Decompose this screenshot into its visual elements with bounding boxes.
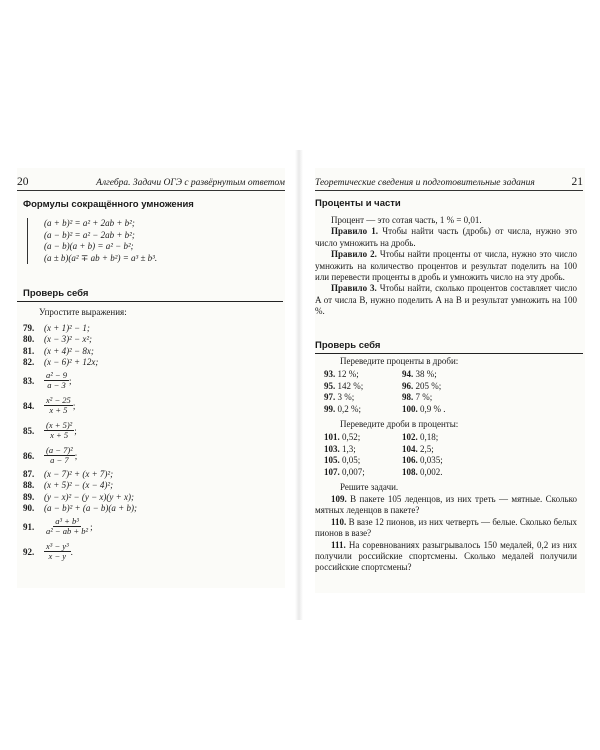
exercise-item — [402, 392, 492, 404]
exercise-value: 1,3; — [342, 443, 356, 454]
exercise-number: 97. — [324, 392, 336, 402]
running-title-left: Алгебра. Задачи ОГЭ с развёрнутым ответом — [96, 178, 285, 188]
exercise-item — [23, 357, 273, 369]
word-problems — [315, 494, 577, 574]
check-heading-text: Проверь себя — [23, 288, 89, 299]
exercise-item — [402, 432, 492, 444]
exercise-value: 7 %; — [415, 392, 433, 402]
problem-number: 110. — [331, 516, 347, 527]
exercise-number: 103. — [324, 443, 340, 454]
exercise-value: 0,52; — [342, 432, 361, 442]
exercise-number: 86. — [23, 450, 35, 461]
problem-text: На соревнованиях разыгрывалось 150 медалей, 0,2 из них получили российские спортсмены. Сколько медалей получили российские спортсмены? — [315, 539, 578, 573]
exercise-number: 100. — [402, 403, 418, 414]
instruction-to-percent: Переведите дроби в проценты: — [340, 419, 459, 429]
exercise-number: 96. — [402, 380, 414, 391]
rule-text: Чтобы найти, сколько процентов составляет число A от числа B, нужно поделить A на B и результат умножить на 100 %. — [315, 283, 578, 317]
exercise-number: 85. — [23, 425, 35, 436]
punct: . — [70, 546, 73, 557]
exercise-number: 105. — [324, 455, 340, 465]
exercise-number: 95. — [324, 380, 336, 391]
numerator: (x + 5)² — [46, 420, 73, 430]
problem-110 — [315, 517, 577, 540]
exercise-value: 0,18; — [420, 432, 439, 442]
rule-label: Правило 1. — [331, 226, 379, 237]
exercise-number: 81. — [23, 345, 35, 356]
exercise-item — [23, 393, 273, 418]
running-title-right: Теоретические сведения и подготовительные задания — [315, 178, 535, 188]
rule-label: Правило 2. — [331, 249, 377, 260]
instruction-to-fractions: Переведите проценты в дроби: — [340, 356, 459, 366]
exercise-value: 0,05; — [342, 455, 361, 465]
denominator: x + 5 — [49, 405, 68, 415]
exercise-item — [23, 368, 273, 393]
denominator: a − 7 — [50, 455, 69, 465]
exercise-item — [402, 369, 492, 381]
exercise-expression: (x + 5)² − (x − 4)²; — [44, 480, 114, 491]
exercise-item — [324, 455, 402, 467]
rule-3 — [315, 283, 577, 317]
page-number-right: 21 — [571, 176, 583, 188]
exercise-expression: (x − 6)² + 12x; — [44, 357, 99, 368]
denominator: a² − ab + b² — [46, 526, 89, 536]
check-heading-text: Проверь себя — [315, 340, 381, 351]
exercise-expression: (x − 3)² − x²; — [44, 334, 93, 345]
denominator: x − y — [48, 551, 67, 561]
exercise-item — [23, 480, 273, 492]
formula-line: (a − b)(a + b) = a² − b²; — [44, 241, 134, 251]
exercise-number: 99. — [324, 403, 336, 414]
exercise-number: 91. — [23, 521, 35, 532]
exercise-item — [324, 404, 402, 416]
exercise-number: 84. — [23, 400, 35, 411]
exercise-number: 98. — [402, 392, 414, 402]
book-spine-shadow — [295, 150, 303, 620]
exercise-expression: (x + 1)² − 1; — [44, 322, 90, 333]
exercise-value: 0,007; — [342, 466, 365, 477]
formula-line: (a − b)² = a² − 2ab + b²; — [44, 229, 135, 240]
exercise-number: 87. — [23, 468, 35, 479]
punct: ; — [74, 425, 77, 436]
exercise-item — [23, 514, 273, 539]
fraction — [44, 517, 90, 536]
numerator: a² − 9 — [46, 370, 68, 380]
simplify-instruction: Упростите выражения: — [39, 307, 127, 317]
exercise-number: 80. — [23, 334, 35, 345]
percent-definition: Процент — это сотая часть, 1 % = 0,01. — [331, 215, 482, 225]
exercise-number: 101. — [324, 432, 340, 442]
page-number-left: 20 — [17, 176, 29, 188]
exercise-value: 142 %; — [337, 380, 364, 391]
exercise-item — [324, 467, 402, 479]
punct: ; — [90, 521, 93, 532]
exercise-value: 3 %; — [337, 392, 355, 402]
rule-text: Чтобы найти проценты от числа, нужно это число умножить на количество процентов и результат поделить на 100 или перевести проценты в дробь и умножить число на эту дробь. — [315, 249, 577, 283]
problem-111 — [315, 540, 577, 574]
exercise-item — [402, 444, 492, 456]
problem-text: В вазе 12 пионов, из них четверть — белые. Сколько белых пионов в вазе? — [315, 516, 577, 539]
exercise-item — [23, 539, 273, 564]
formulas-block — [27, 218, 157, 264]
exercises-93-100 — [324, 369, 492, 415]
problem-109 — [315, 494, 577, 517]
exercise-expression: (x + 4)² − 8x; — [44, 345, 94, 356]
problem-number: 109. — [331, 494, 347, 504]
exercise-expression: (x − 7)² + (x + 7)²; — [44, 468, 114, 479]
exercise-number: 107. — [324, 466, 340, 477]
exercise-value: 0,035; — [420, 455, 443, 465]
exercise-number: 83. — [23, 375, 35, 386]
exercise-value: 0,9 % . — [420, 403, 446, 414]
exercise-number: 89. — [23, 491, 35, 502]
exercise-item — [402, 404, 492, 416]
problem-number: 111. — [331, 539, 346, 550]
theory-block — [315, 215, 577, 318]
punct: ; — [72, 400, 76, 411]
exercise-number: 104. — [402, 443, 418, 454]
numerator: x² − 25 — [46, 395, 71, 405]
check-yourself-heading-right — [315, 340, 583, 354]
fraction — [44, 371, 69, 390]
right-running-header — [315, 176, 583, 191]
fraction — [44, 446, 75, 465]
exercise-item — [23, 491, 273, 503]
exercise-item — [402, 455, 492, 467]
formula-line: (a + b)² = a² + 2ab + b²; — [44, 218, 135, 228]
right-page — [315, 168, 585, 593]
exercise-item — [324, 369, 402, 381]
numerator: (a − 7)² — [46, 445, 73, 455]
exercise-value: 2,5; — [420, 443, 434, 454]
exercise-number: 92. — [23, 546, 35, 557]
formula-line: (a ± b)(a² ∓ ab + b²) = a³ ± b³. — [44, 252, 158, 263]
rule-label: Правило 3. — [331, 283, 377, 294]
exercise-number: 94. — [402, 369, 414, 379]
punct: ; — [74, 450, 78, 461]
exercise-number: 102. — [402, 432, 418, 442]
exercise-value: 205 %; — [415, 380, 442, 391]
formulas-heading: Формулы сокращённого умножения — [23, 199, 194, 210]
denominator: x + 5 — [50, 430, 69, 440]
left-running-header — [17, 176, 285, 191]
numerator: a³ + b³ — [55, 516, 79, 526]
exercise-expression: (a − b)² + (a − b)(a + b); — [44, 503, 137, 514]
exercise-item — [324, 392, 402, 404]
exercise-number: 88. — [23, 480, 35, 491]
fraction — [44, 542, 71, 561]
exercise-item — [324, 444, 402, 456]
numerator: x³ − y³ — [46, 541, 69, 551]
exercise-expression: (y − x)² − (y − x)(y + x); — [44, 491, 134, 502]
exercise-number: 106. — [402, 455, 418, 465]
punct: ; — [69, 375, 72, 386]
exercise-number: 82. — [23, 357, 35, 368]
exercise-value: 38 %; — [415, 369, 437, 379]
rule-2 — [315, 249, 577, 283]
rule-1 — [315, 226, 577, 249]
exercise-number: 108. — [402, 466, 418, 477]
exercise-number: 90. — [23, 503, 35, 514]
exercise-item — [23, 334, 273, 346]
exercise-item — [324, 432, 402, 444]
exercise-item — [23, 503, 273, 515]
percent-heading: Проценты и части — [315, 198, 401, 209]
exercise-item — [23, 418, 273, 443]
exercise-value: 0,002. — [420, 466, 443, 477]
denominator: a − 3 — [47, 380, 66, 390]
exercise-item — [23, 443, 273, 468]
exercises-79-92 — [23, 322, 273, 564]
exercise-value: 0,2 %; — [337, 403, 361, 414]
instruction-solve: Решите задачи. — [340, 482, 399, 492]
fraction — [44, 396, 73, 415]
exercise-item — [23, 322, 273, 334]
left-page — [17, 168, 285, 588]
exercise-item — [23, 468, 273, 480]
exercise-item — [402, 381, 492, 393]
check-yourself-heading-left — [17, 288, 283, 302]
exercise-item — [402, 467, 492, 479]
exercise-item — [23, 345, 273, 357]
exercise-item — [324, 381, 402, 393]
fraction — [44, 421, 74, 440]
exercise-number: 93. — [324, 369, 336, 379]
exercise-number: 79. — [23, 322, 35, 333]
exercise-value: 12 %; — [337, 369, 359, 379]
problem-text: В пакете 105 леденцов, из них треть — мятные. Сколько мятных леденцов в пакете? — [315, 494, 577, 516]
rule-text: Чтобы найти часть (дробь) от числа, нужно это число умножить на дробь. — [315, 226, 578, 248]
exercises-101-108 — [324, 432, 492, 478]
